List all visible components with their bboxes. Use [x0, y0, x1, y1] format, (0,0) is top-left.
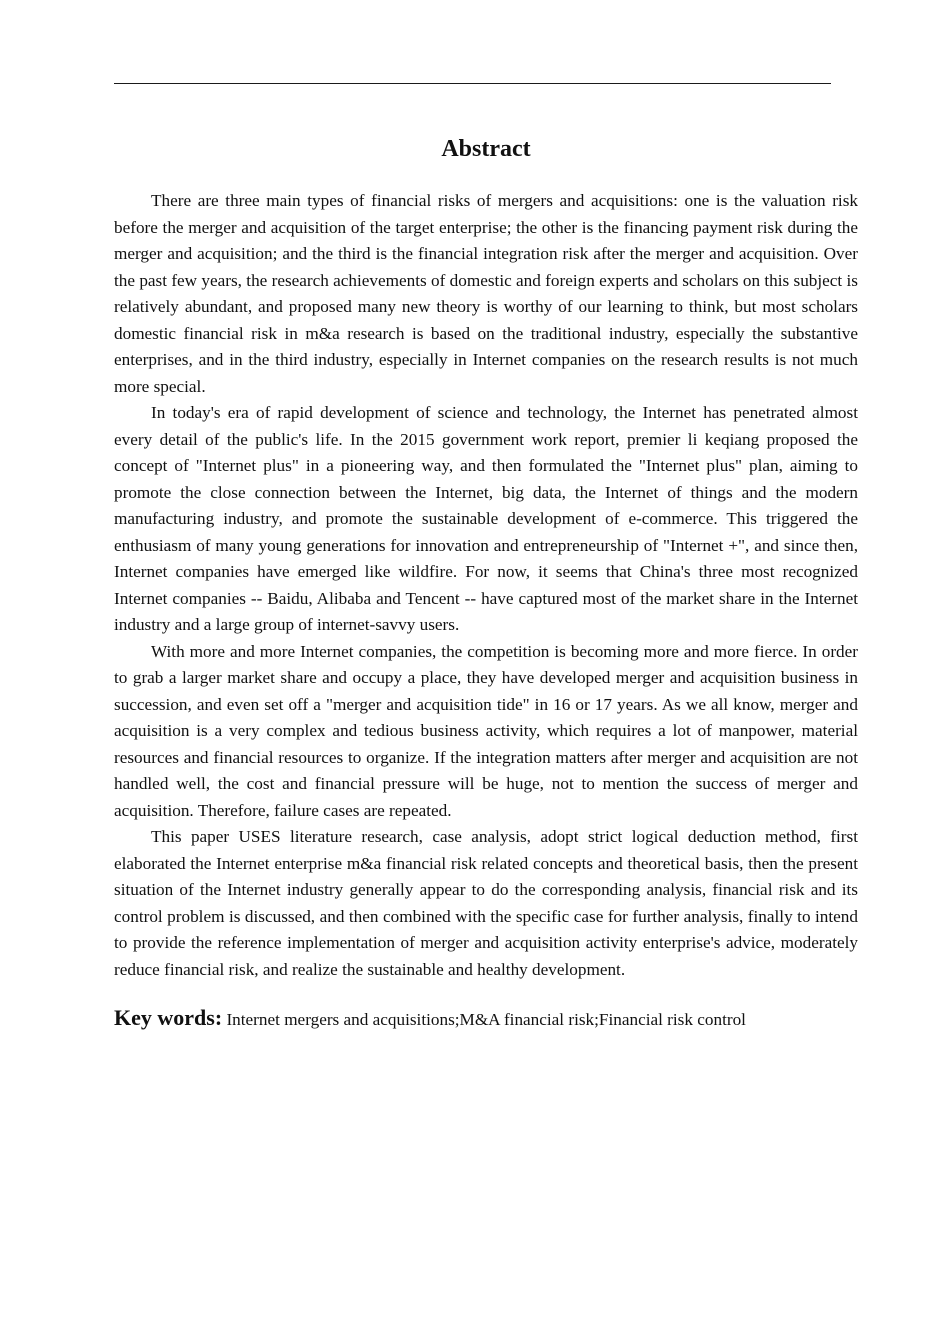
- abstract-paragraph-3: With more and more Internet companies, the competition is becoming more and more fierce. In order to grab a larger market share and occupy a place, they have developed merger and acquisition business in succession, and even set off a "merger and acquisition tide" in 16 or 17 years. As we all know, merger and acquisition is a very complex and tedious business activity, which requires a lot of manpower, material resources and financial resources to organize. If the integration matters after merger and acquisition are not handled well, the cost and financial pressure will be huge, not to mention the success of merger and acquisition. Therefore, failure cases are repeated.: [114, 641, 858, 820]
- abstract-section: [114, 132, 858, 1035]
- keywords-line: [114, 1003, 858, 1035]
- keywords-text: Internet mergers and acquisitions;M&A financial risk;Financial risk control: [226, 1010, 746, 1029]
- header-rule: [114, 83, 831, 84]
- page-title: Abstract: [441, 136, 531, 162]
- abstract-paragraph-1: There are three main types of financial risks of mergers and acquisitions: one is the valuation risk before the merger and acquisition of the target enterprise; the other is the financing payment risk during the merger and acquisition; and the third is the financial integration risk after the merger and acquisition. Over the past few years, the research achievements of domestic and foreign experts and scholars on this subject is relatively abundant, and proposed many new theory is worthy of our learning to think, but most scholars domestic financial risk in m&a research is based on the traditional industry, especially the substantive enterprises, and in the third industry, especially in Internet companies on the research results is not much more special.: [114, 191, 858, 396]
- abstract-paragraph-2: In today's era of rapid development of science and technology, the Internet has penetrated almost every detail of the public's life. In the 2015 government work report, premier li keqiang proposed the concept of "Internet plus" in a pioneering way, and then formulated the "Internet plus" plan, aiming to promote the close connection between the Internet, big data, the Internet of things and the modern manufacturing industry, and promote the sustainable development of e-commerce. This triggered the enthusiasm of many young generations for innovation and entrepreneurship of "Internet +", and since then, Internet companies have emerged like wildfire. For now, it seems that China's three most recognized Internet companies -- Baidu, Alibaba and Tencent -- have captured most of the market share in the Internet industry and a large group of internet-savvy users.: [114, 403, 858, 634]
- abstract-paragraph-4: This paper USES literature research, case analysis, adopt strict logical deduction method, first elaborated the Internet enterprise m&a financial risk related concepts and theoretical basis, then the present situation of the Internet industry generally appear to do the corresponding analysis, financial risk and its control problem is discussed, and then combined with the specific case for further analysis, finally to intend to provide the reference implementation of merger and acquisition activity enterprise's advice, moderately reduce financial risk, and realize the sustainable and healthy development.: [114, 827, 858, 979]
- keywords-label: Key words:: [114, 1005, 223, 1030]
